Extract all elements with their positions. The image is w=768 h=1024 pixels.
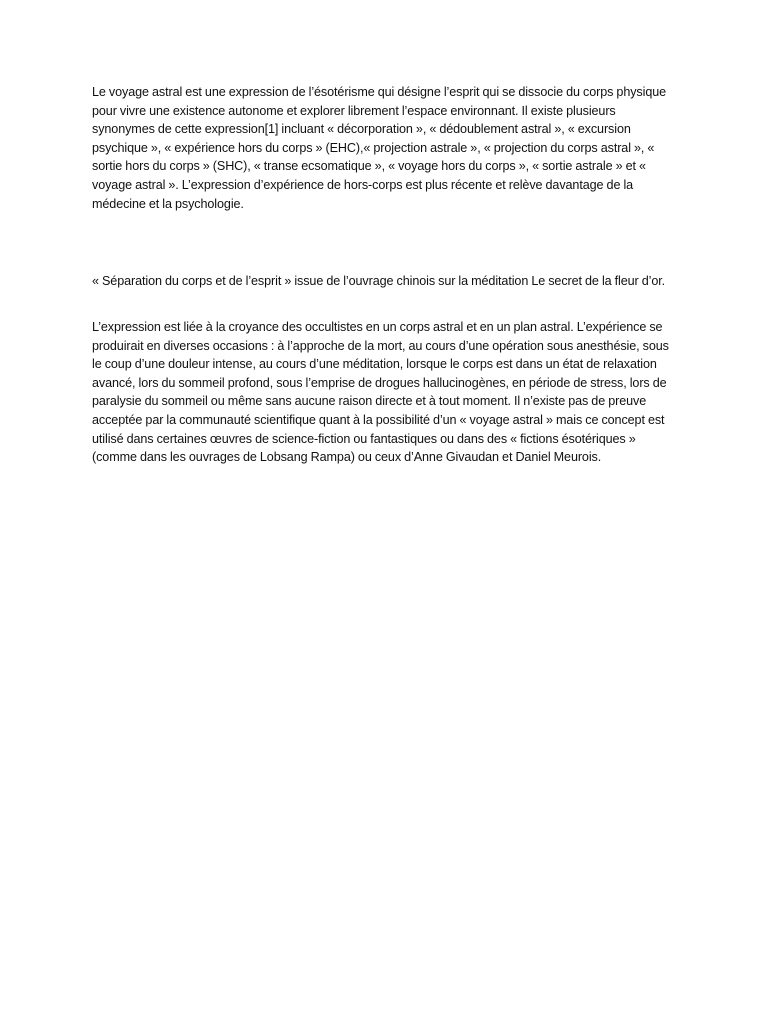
paragraph-caption: « Séparation du corps et de l’esprit » issue de l’ouvrage chinois sur la méditation Le secret de la fleur d’or.: [92, 274, 666, 288]
paragraph-body: L’expression est liée à la croyance des occultistes en un corps astral et en un plan astral. L’expérience se produirait en diverses occasions : à l’approche de la mort, au cours d’une opération sous anesthésie, sous le coup d’une douleur intense, au cours d’une méditation, lorsque le corps est dans un état de relaxation avancé, lors du sommeil profond, sous l’emprise de drogues hallucinogènes, en période de stress, lors de paralysie du sommeil ou même sans aucune raison directe et à tout moment. Il n’existe pas de preuve acceptée par la communauté scientifique quant à la possibilité d’un « voyage astral » mais ce concept est utilisé dans certaines œuvres de science-fiction ou fantastiques ou dans des « fictions ésotériques » (comme dans les ouvrages de Lobsang Rampa) ou ceux d’Anne Givaudan et Daniel Meurois.: [92, 320, 669, 465]
paragraph-intro: Le voyage astral est une expression de l’ésotérisme qui désigne l’esprit qui se dissocie du corps physique pour vivre une existence autonome et explorer librement l’espace environnant. Il existe plusieurs synonymes de cette expression[1] incluant « décorporation », « dédoublement astral », « excursion psychique », « expérience hors du corps » (EHC),« projection astrale », « projection du corps astral », « sortie hors du corps » (SHC), « transe ecsomatique », « voyage hors du corps », « sortie astrale » et « voyage astral ». L’expression d’expérience de hors-corps est plus récente et relève davantage de la médecine et la psychologie.: [92, 85, 667, 211]
